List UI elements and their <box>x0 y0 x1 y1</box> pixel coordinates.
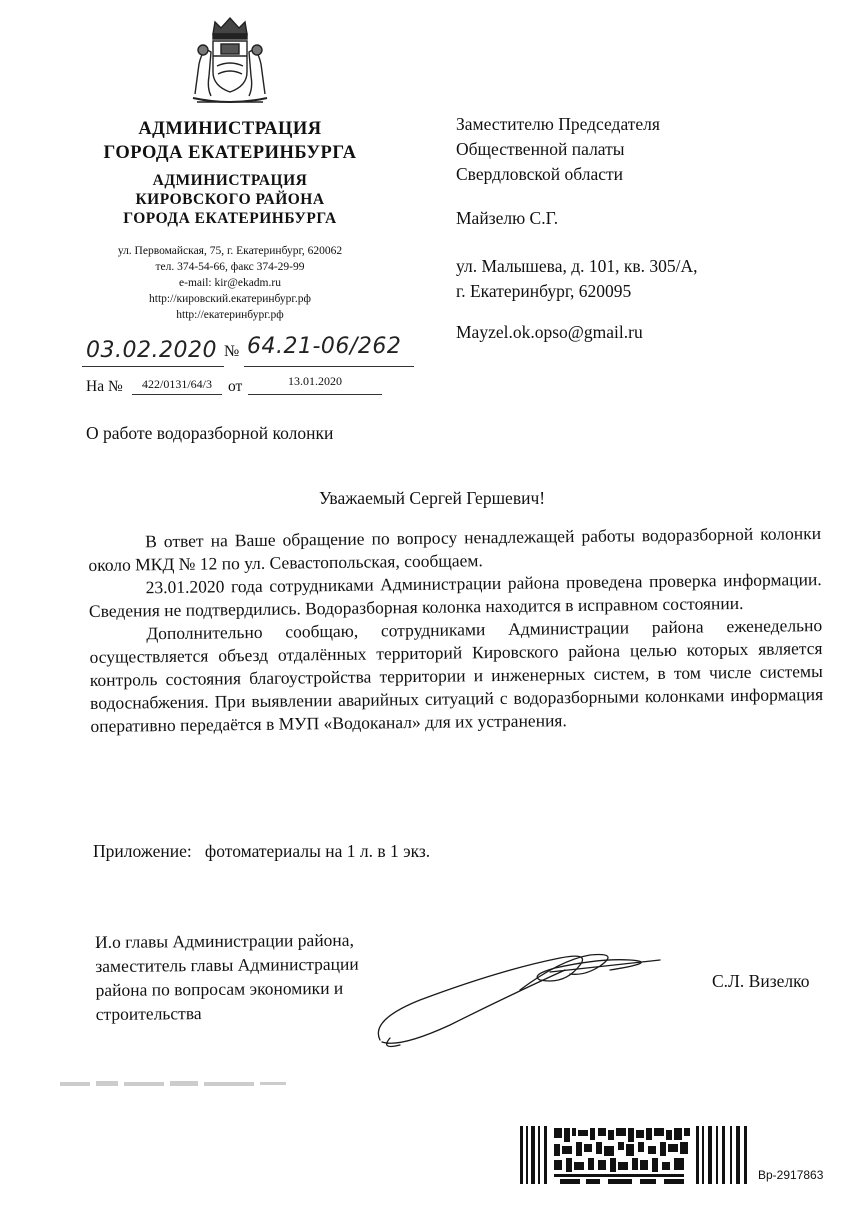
outgoing-number-sign: № <box>224 343 240 360</box>
barcode-icon <box>520 1126 750 1184</box>
contact-address: ул. Первомайская, 75, г. Екатеринбург, 620062 <box>117 245 343 257</box>
reference-number: 422/0131/64/3 <box>132 377 222 395</box>
body-paragraph-1: В ответ на Ваше обращение по вопросу ненадлежащей работы водоразборной колонки около МКД № 12 по ул. Севастопольская, сообщаем. <box>88 523 822 575</box>
org-contacts <box>70 243 390 323</box>
recipient-address-line1: ул. Малышева, д. 101, кв. 305/А, <box>456 256 698 276</box>
contact-website-district: http://кировский.екатеринбург.рф <box>149 293 311 305</box>
recipient-position <box>456 112 660 187</box>
signer-position-line3: района по вопросам экономики и <box>95 977 344 1000</box>
recipient-address-line2: г. Екатеринбург, 620095 <box>456 281 632 301</box>
coat-of-arms-icon <box>185 14 275 109</box>
letter-body <box>88 522 823 738</box>
faint-stamp <box>60 1076 290 1092</box>
date-underline <box>82 366 224 367</box>
attachment-text: фотоматериалы на 1 л. в 1 экз. <box>204 841 431 861</box>
reference-from-label: от <box>228 378 243 395</box>
org-name <box>60 117 400 165</box>
reference-date: 13.01.2020 <box>248 374 382 395</box>
contact-email: e-mail: kir@ekadm.ru <box>179 277 281 289</box>
reference-label: На № <box>86 378 123 395</box>
signer-position-line4: строительства <box>95 1003 202 1024</box>
body-paragraph-3: Дополнительно сообщаю, сотрудниками Администрации района еженедельно осуществляется объезд отдалённых территорий Кировского района целью которых является контроль состояния благоустройства территории и инженерных систем, в том числе системы водоснабжения. При выявлении аварийных ситуаций с водоразборными колонками информация оперативно передаётся в МУП «Водоканал» для их устранения. <box>89 615 824 736</box>
recipient-line3: Свердловской области <box>456 164 624 184</box>
recipient-name: Майзелю С.Г. <box>456 208 559 228</box>
signer-position-line1: И.о главы Администрации района, <box>95 929 354 952</box>
contact-website-city: http://екатеринбург.рф <box>176 309 284 321</box>
attachment <box>93 841 430 862</box>
org-name-line1: АДМИНИСТРАЦИЯ <box>138 119 322 139</box>
registration-code: Вр-2917863 <box>758 1168 824 1182</box>
sub-org-line2: КИРОВСКОГО РАЙОНА <box>135 191 325 208</box>
salutation: Уважаемый Сергей Гершевич! <box>319 488 546 508</box>
letter-subject: О работе водоразборной колонки <box>86 423 334 443</box>
contact-phone: тел. 374-54-66, факс 374-29-99 <box>155 261 305 273</box>
signer-name: С.Л. Визелко <box>712 971 810 991</box>
outgoing-date: 03.02.2020 <box>86 338 217 363</box>
signer-position-line2: заместитель главы Администрации <box>95 953 359 976</box>
recipient-email: Mayzel.ok.opso@gmail.ru <box>456 322 643 342</box>
org-name-line2: ГОРОДА ЕКАТЕРИНБУРГА <box>103 143 357 163</box>
sub-org-name <box>60 171 400 228</box>
recipient-line1: Заместителю Председателя <box>456 114 660 134</box>
recipient-line2: Общественной палаты <box>456 139 625 159</box>
number-underline <box>244 366 414 367</box>
outgoing-number: 64.21-06/262 <box>247 334 402 359</box>
recipient-address <box>456 254 698 304</box>
sub-org-line3: ГОРОДА ЕКАТЕРИНБУРГА <box>123 210 337 227</box>
body-paragraph-2: 23.01.2020 года сотрудниками Администрации района проведена проверка информации. Сведения не подтвердились. Водоразборная колонка находится в исправном состоянии. <box>88 569 822 621</box>
sub-org-line1: АДМИНИСТРАЦИЯ <box>152 172 308 189</box>
handwritten-signature <box>360 930 670 1060</box>
attachment-label: Приложение: <box>93 841 192 861</box>
